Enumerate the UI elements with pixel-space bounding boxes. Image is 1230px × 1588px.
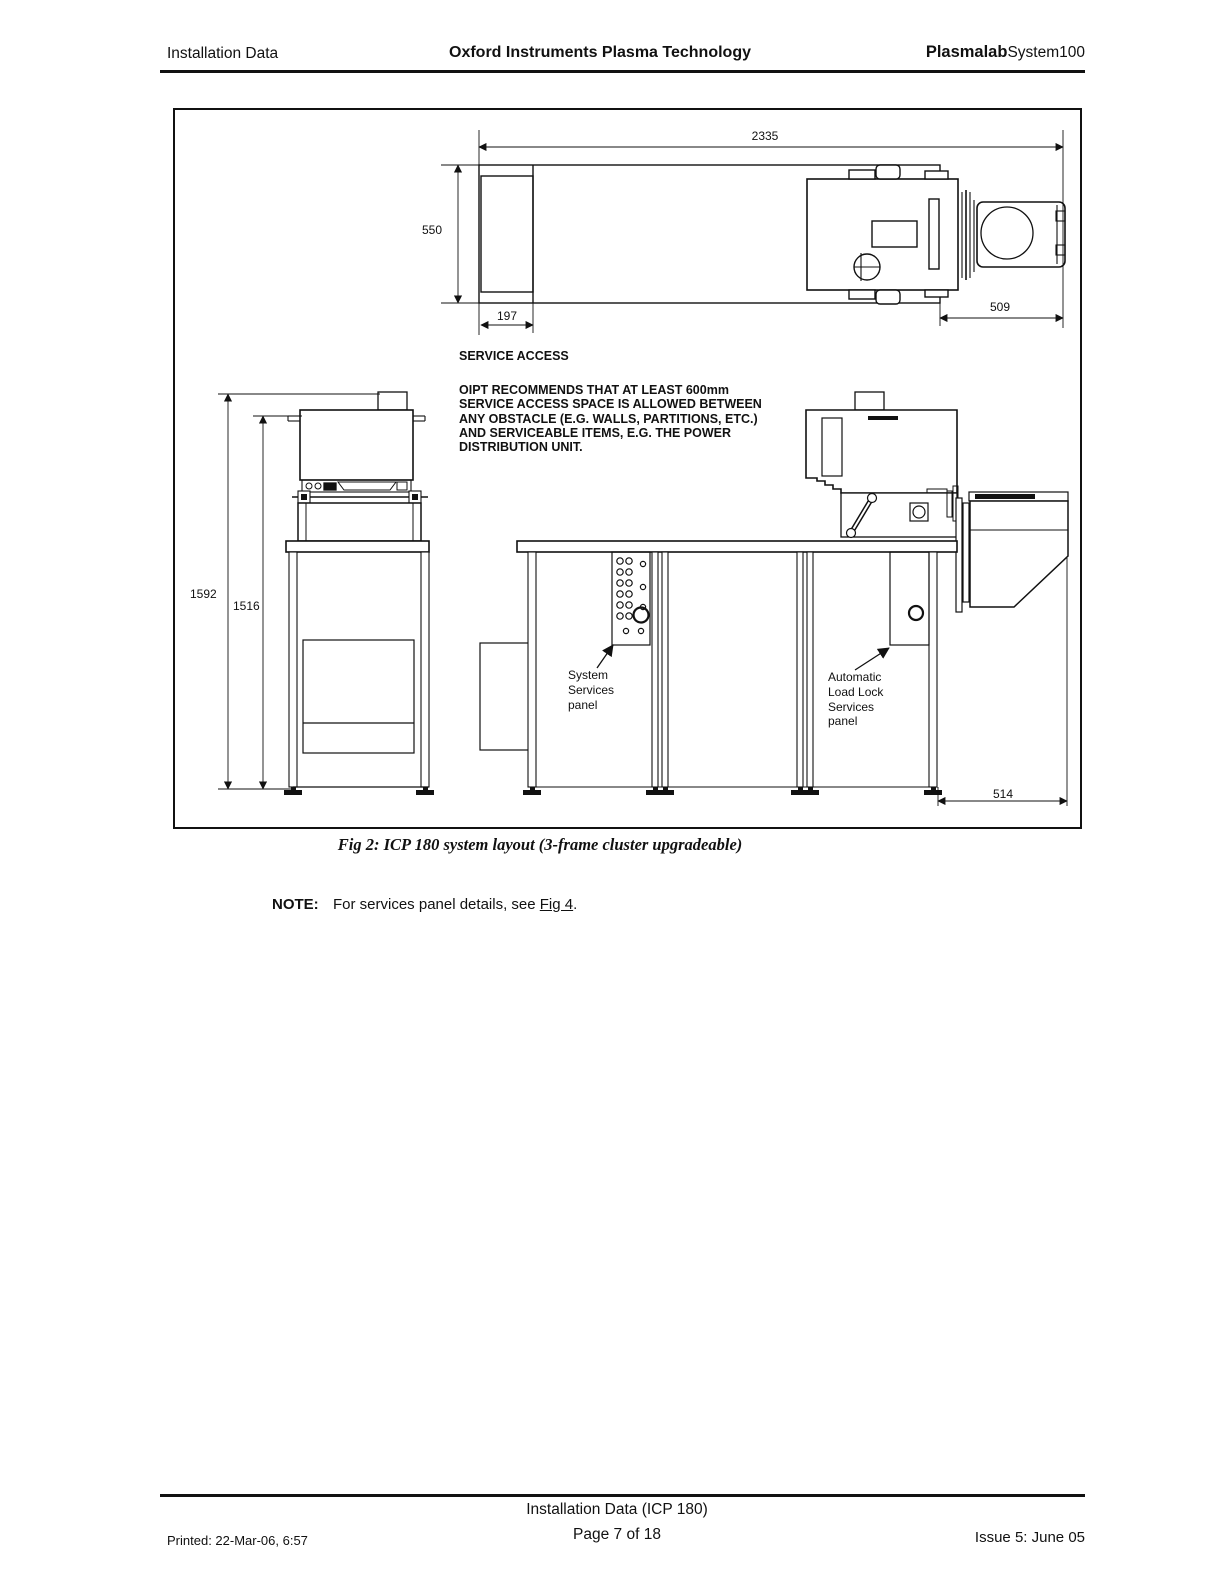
dim-1516: 1516 [233,599,260,613]
service-access-heading: SERVICE ACCESS [459,349,569,363]
plan-view-drawing [479,165,1065,304]
loadlock-services-panel-label: Automatic Load Lock Services panel [828,670,884,729]
header-product-title [926,43,1085,62]
footer-doc-title: Installation Data (ICP 180) [526,1501,708,1518]
service-access-line: ANY OBSTACLE (E.G. WALLS, PARTITIONS, ETC.) [459,411,758,426]
header-section-title: Installation Data [167,45,279,62]
figure-line-art [175,110,1080,827]
product-name-bold: Plasmalab [925,43,1008,61]
loadlock-services-panel [890,552,929,645]
header-company-title: Oxford Instruments Plasma Technology [449,44,751,61]
dim-514: 514 [992,787,1014,801]
dim-550: 550 [422,223,443,237]
dim-1592: 1592 [190,587,217,601]
product-name-light: System100 [1007,44,1085,61]
footer-issue: Issue 5: June 05 [974,1529,1085,1546]
side-loadlock [970,501,1068,607]
end-view-feet [284,787,434,795]
note-text: For services panel details, see Fig 4. [333,896,578,913]
power-distribution-unit [480,643,530,750]
footer-printed-timestamp: Printed: 22-Mar-06, 6:57 [167,1533,308,1548]
service-access-line: OIPT RECOMMENDS THAT AT LEAST 600mm [459,383,729,397]
footer-rule [160,1494,1085,1497]
system-services-panel-label: System Services panel [568,668,615,712]
loadlock-panel-leader-arrow [855,648,889,670]
fig-4-link[interactable]: Fig 4 [539,896,574,913]
side-chamber [806,410,957,493]
note-label: NOTE: [272,896,319,913]
dim-2335: 2335 [751,129,779,143]
service-access-line: AND SERVICEABLE ITEMS, E.G. THE POWER [459,425,732,440]
dim-509: 509 [989,300,1011,314]
header-rule [160,70,1085,73]
end-view-drawing [284,392,434,795]
dim-197: 197 [496,309,518,323]
service-access-paragraph [459,383,762,454]
service-access-line: DISTRIBUTION UNIT. [459,440,583,455]
side-view-feet [523,787,942,795]
figure-caption: Fig 2: ICP 180 system layout (3-frame cluster upgradeable) [337,835,743,854]
system-panel-leader-arrow [597,645,613,668]
figure-2-frame [173,108,1082,829]
footer-page-number: Page 7 of 18 [573,1526,661,1543]
service-access-line: SERVICE ACCESS SPACE IS ALLOWED BETWEEN [459,397,762,412]
system-services-panel [612,552,650,645]
